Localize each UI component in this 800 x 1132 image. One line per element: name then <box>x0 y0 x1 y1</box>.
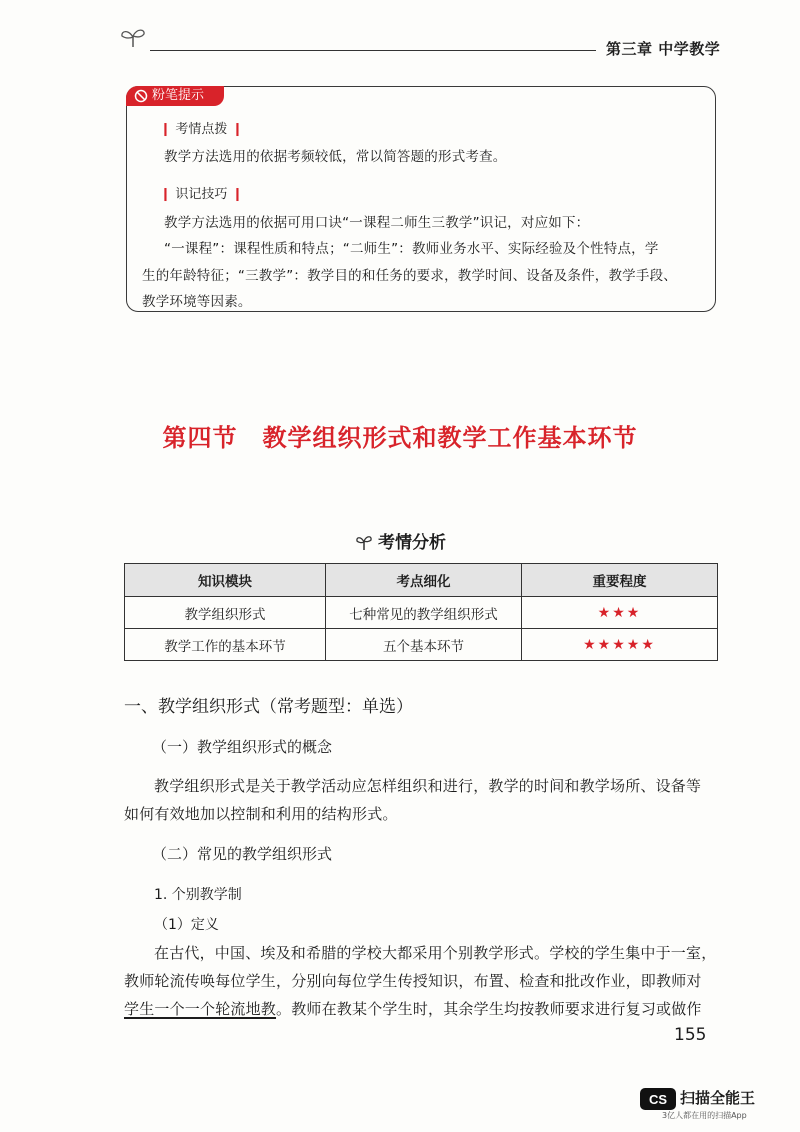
header-rule <box>150 50 596 51</box>
chapter-title: 第三章 中学教学 <box>606 40 721 58</box>
tip-text: “一课程”：课程性质和特点；“二师生”：教师业务水平、实际经验及个性特点，学 <box>164 241 659 257</box>
section-title: 第四节 教学组织形式和教学工作基本环节 <box>162 424 638 452</box>
watermark-slogan: 3亿人都在用的扫描App <box>662 1111 747 1120</box>
paragraph-line: 如何有效地加以控制和利用的结构形式。 <box>124 805 398 823</box>
tip-text: 教学环境等因素。 <box>142 294 252 310</box>
page-number: 155 <box>674 1025 707 1045</box>
heading-level-2: （一）教学组织形式的概念 <box>152 738 333 756</box>
table-row <box>125 597 718 629</box>
exam-analysis-table <box>124 563 718 661</box>
importance-stars: ★★★ <box>522 597 718 629</box>
heading-level-2: （二）常见的教学组织形式 <box>152 845 333 863</box>
paragraph-line: 学生一个一个轮流地教。教师在教某个学生时，其余学生均按教师要求进行复习或做作 <box>124 1000 702 1018</box>
watermark-logo-text: CS <box>648 1092 668 1107</box>
table-cell: 五个基本环节 <box>326 629 522 661</box>
tip-heading-exam-points: ❙ 考情点拨 ❙ <box>160 122 243 137</box>
column-header: 重要程度 <box>522 564 718 597</box>
heading-level-3: 1. 个别教学制 <box>154 887 242 903</box>
table-cell: 教学组织形式 <box>125 597 326 629</box>
importance-stars: ★★★★★ <box>522 629 718 661</box>
table-row <box>125 629 718 661</box>
tip-text: 教学方法选用的依据考频较低，常以简答题的形式考查。 <box>164 149 507 165</box>
tip-tab: 粉笔提示 <box>126 86 224 106</box>
watermark-name: 扫描全能王 <box>680 1089 756 1107</box>
analysis-heading: 考情分析 <box>0 528 800 553</box>
sprout-icon <box>118 26 148 48</box>
paragraph-line: 教学组织形式是关于教学活动应怎样组织和进行，教学的时间和教学场所、设备等 <box>154 777 702 795</box>
table-cell: 七种常见的教学组织形式 <box>326 597 522 629</box>
underlined-text: 学生一个一个轮流地教 <box>124 1000 277 1018</box>
tip-text: 教学方法选用的依据可用口诀“一课程二师生三教学”识记，对应如下： <box>164 215 590 231</box>
paragraph-line: 教师轮流传唤每位学生，分别向每位学生传授知识，布置、检查和批改作业，即教师对 <box>124 972 702 990</box>
table-cell: 教学工作的基本环节 <box>125 629 326 661</box>
tip-text: 生的年龄特征；“三教学”：教学目的和任务的要求，教学时间、设备及条件，教学手段、 <box>142 268 677 284</box>
paragraph-line: 在古代，中国、埃及和希腊的学校大都采用个别教学形式。学校的学生集中于一室， <box>154 944 717 962</box>
sprout-icon <box>354 533 374 551</box>
heading-level-1: 一、教学组织形式（常考题型：单选） <box>124 697 413 717</box>
tip-heading-memory-tips: ❙ 识记技巧 ❙ <box>160 187 243 202</box>
column-header: 考点细化 <box>326 564 522 597</box>
camscanner-logo <box>640 1088 676 1110</box>
column-header: 知识模块 <box>125 564 326 597</box>
no-entry-icon <box>134 89 148 103</box>
heading-level-4: （1）定义 <box>154 917 219 933</box>
